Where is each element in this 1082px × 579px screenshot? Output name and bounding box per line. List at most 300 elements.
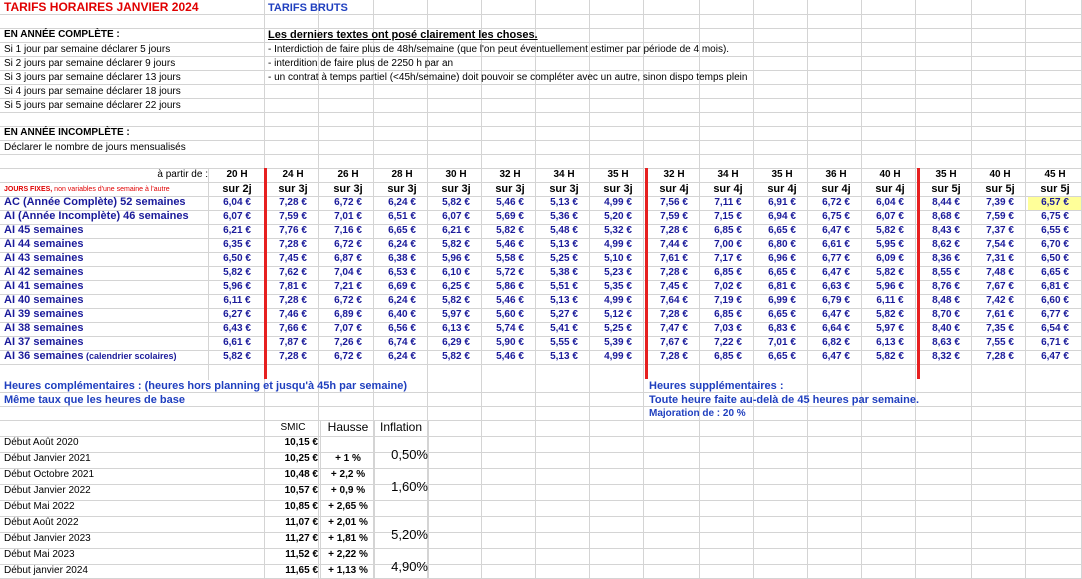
- table-cell: 6,60 €: [1041, 295, 1069, 306]
- table-cell: 6,13 €: [442, 323, 470, 334]
- row-label-text: AI 43 semaines: [4, 252, 84, 264]
- table-cell: 6,24 €: [388, 351, 416, 362]
- heures-supp-line3: Majoration de : 20 %: [649, 408, 746, 419]
- table-cell: 6,96 €: [768, 253, 796, 264]
- smic-hausse: + 2,65 %: [328, 501, 368, 512]
- table-cell: 7,87 €: [279, 337, 307, 348]
- table-cell: 5,82 €: [442, 239, 470, 250]
- table-cell: 7,76 €: [279, 225, 307, 236]
- table-cell: 8,70 €: [932, 309, 960, 320]
- table-cell: 7,62 €: [279, 267, 307, 278]
- table-cell: 6,72 €: [334, 239, 362, 250]
- table-cell: 7,28 €: [986, 351, 1014, 362]
- table-cell: 7,56 €: [660, 197, 688, 208]
- textes-line: - un contrat à temps partiel (<45h/semaine) doit pouvoir se compléter avec un autre, sinon dispo temps plein: [268, 72, 748, 83]
- table-cell: 4,99 €: [604, 295, 632, 306]
- table-cell: 7,16 €: [334, 225, 362, 236]
- table-cell: 7,19 €: [714, 295, 742, 306]
- annee-complete-line: Si 1 jour par semaine déclarer 5 jours: [4, 44, 171, 55]
- textes-line: - interdition de faire plus de 2250 h par an: [268, 58, 454, 69]
- table-cell: 6,61 €: [822, 239, 850, 250]
- col-header-hours: 45 H: [1044, 169, 1066, 180]
- col-header-hours: 40 H: [879, 169, 901, 180]
- table-cell: 6,53 €: [388, 267, 416, 278]
- table-cell: 5,55 €: [550, 337, 578, 348]
- table-cell: 5,60 €: [496, 309, 524, 320]
- table-cell: 5,46 €: [496, 295, 524, 306]
- table-row-label: [4, 280, 84, 292]
- smic-inflation: 1,60%: [391, 479, 428, 494]
- table-cell: 6,65 €: [768, 309, 796, 320]
- table-cell: 5,20 €: [604, 211, 632, 222]
- table-cell: 5,51 €: [550, 281, 578, 292]
- table-row-label: [4, 210, 189, 222]
- hausse-header: Hausse: [327, 420, 369, 434]
- table-cell: 7,11 €: [714, 197, 742, 208]
- col-header-days: sur 3j: [333, 183, 363, 195]
- smic-hausse: + 1,81 %: [328, 533, 368, 544]
- table-cell: 6,11 €: [876, 295, 904, 306]
- col-header-hours: 36 H: [825, 169, 847, 180]
- table-cell: 6,85 €: [714, 267, 742, 278]
- table-cell: 5,36 €: [550, 211, 578, 222]
- table-cell: 6,81 €: [1041, 281, 1069, 292]
- table-cell: 6,65 €: [1041, 267, 1069, 278]
- table-cell: 5,82 €: [442, 351, 470, 362]
- table-row-label: [4, 252, 84, 264]
- smic-date: Début Janvier 2023: [4, 533, 91, 544]
- table-cell: 6,47 €: [822, 351, 850, 362]
- table-cell: 7,54 €: [986, 239, 1014, 250]
- table-cell: 6,65 €: [768, 351, 796, 362]
- table-cell: 7,59 €: [279, 211, 307, 222]
- table-cell: 5,12 €: [604, 309, 632, 320]
- row-label-text: AI 45 semaines: [4, 224, 84, 236]
- table-cell: 7,28 €: [660, 351, 688, 362]
- jours-fixes-rest: non variables d'une semaine à l'autre: [52, 186, 170, 193]
- table-cell: 7,28 €: [279, 295, 307, 306]
- table-cell: 5,90 €: [496, 337, 524, 348]
- table-cell: 5,10 €: [604, 253, 632, 264]
- table-cell: 7,48 €: [986, 267, 1014, 278]
- table-cell: 6,13 €: [876, 337, 904, 348]
- smic-date: Début Août 2022: [4, 517, 79, 528]
- smic-date: Début Mai 2023: [4, 549, 75, 560]
- separator-bar-4-5j: [917, 168, 920, 379]
- col-header-hours: 32 H: [663, 169, 685, 180]
- row-label-text: AI 37 semaines: [4, 336, 84, 348]
- page-subtitle: TARIFS BRUTS: [268, 2, 348, 14]
- smic-date: Début Janvier 2022: [4, 485, 91, 496]
- table-cell: 7,07 €: [334, 323, 362, 334]
- smic-hausse: + 0,9 %: [330, 485, 366, 496]
- inflation-header: Inflation: [379, 420, 423, 434]
- table-cell: 6,24 €: [388, 197, 416, 208]
- table-cell: 7,44 €: [660, 239, 688, 250]
- row-label-text: AI (Année Incomplète) 46 semaines: [4, 210, 189, 222]
- table-cell: 4,99 €: [604, 351, 632, 362]
- table-cell: 7,02 €: [714, 281, 742, 292]
- table-cell: 6,04 €: [223, 197, 251, 208]
- table-cell: 5,82 €: [876, 225, 904, 236]
- table-cell: 5,41 €: [550, 323, 578, 334]
- table-cell: 7,28 €: [279, 351, 307, 362]
- table-cell: 7,01 €: [768, 337, 796, 348]
- row-label-text: AI 39 semaines: [4, 308, 84, 320]
- col-header-hours: 34 H: [717, 169, 739, 180]
- smic-value: 10,85 €: [284, 501, 318, 512]
- table-cell: 5,38 €: [550, 267, 578, 278]
- table-cell: 6,91 €: [768, 197, 796, 208]
- table-cell: 6,63 €: [822, 281, 850, 292]
- table-cell: 7,35 €: [986, 323, 1014, 334]
- heures-comp-line1: Heures complémentaires : (heures hors planning et jusqu'à 45h par semaine): [4, 380, 408, 392]
- table-cell: 7,39 €: [986, 197, 1014, 208]
- table-cell: 7,21 €: [334, 281, 362, 292]
- annee-complete-line: Si 2 jours par semaine déclarer 9 jours: [4, 58, 176, 69]
- table-cell: 6,07 €: [876, 211, 904, 222]
- table-cell: 7,45 €: [279, 253, 307, 264]
- table-row-label: [4, 336, 84, 348]
- col-header-days: sur 3j: [495, 183, 525, 195]
- smic-hausse: + 1 %: [335, 453, 361, 464]
- table-cell: 4,99 €: [604, 239, 632, 250]
- table-cell: 5,82 €: [442, 295, 470, 306]
- page-title: TARIFS HORAIRES JANVIER 2024: [4, 0, 199, 14]
- annee-incomplete-line: Déclarer le nombre de jours mensualisés: [4, 142, 186, 153]
- smic-hausse: + 2,2 %: [330, 469, 366, 480]
- table-row-label: [4, 308, 84, 320]
- row-label-text: AI 40 semaines: [4, 294, 84, 306]
- smic-header: SMIC: [280, 422, 306, 433]
- table-cell: 6,47 €: [822, 309, 850, 320]
- table-cell: 5,32 €: [604, 225, 632, 236]
- annee-complete-heading: EN ANNÉE COMPLÈTE :: [4, 29, 120, 40]
- table-cell: 5,58 €: [496, 253, 524, 264]
- row-label-text: AI 41 semaines: [4, 280, 84, 292]
- table-cell: 7,45 €: [660, 281, 688, 292]
- table-cell: 6,25 €: [442, 281, 470, 292]
- table-cell: 6,54 €: [1041, 323, 1069, 334]
- table-cell: 6,50 €: [1041, 253, 1069, 264]
- row-label-text: AI 42 semaines: [4, 266, 84, 278]
- smic-value: 11,52 €: [285, 549, 318, 560]
- table-cell: 6,50 €: [223, 253, 251, 264]
- a-partir-de-label: à partir de :: [157, 169, 208, 180]
- jours-fixes-bold: JOURS FIXES,: [4, 186, 53, 193]
- table-cell: 7,26 €: [334, 337, 362, 348]
- table-cell: 7,55 €: [986, 337, 1014, 348]
- table-cell: 6,85 €: [714, 309, 742, 320]
- col-header-days: sur 5j: [985, 183, 1015, 195]
- table-cell: 6,27 €: [223, 309, 251, 320]
- col-header-days: sur 3j: [549, 183, 579, 195]
- table-cell: 5,74 €: [496, 323, 524, 334]
- table-cell: 6,72 €: [822, 197, 850, 208]
- annee-complete-line: Si 3 jours par semaine déclarer 13 jours: [4, 72, 181, 83]
- row-label-text: AI 44 semaines: [4, 238, 84, 250]
- table-cell: 5,82 €: [876, 267, 904, 278]
- annee-complete-line: Si 5 jours par semaine déclarer 22 jours: [4, 100, 181, 111]
- col-header-hours: 35 H: [935, 169, 957, 180]
- table-cell: 7,59 €: [660, 211, 688, 222]
- table-cell: 7,61 €: [986, 309, 1014, 320]
- table-cell: 6,65 €: [768, 225, 796, 236]
- table-cell: 6,47 €: [822, 225, 850, 236]
- col-header-days: sur 3j: [441, 183, 471, 195]
- table-cell: 6,72 €: [334, 351, 362, 362]
- table-row-label: [4, 294, 84, 306]
- table-cell: 5,13 €: [550, 351, 578, 362]
- table-cell: 5,39 €: [604, 337, 632, 348]
- table-cell: 5,96 €: [876, 281, 904, 292]
- table-cell: 6,72 €: [334, 295, 362, 306]
- table-cell: 6,65 €: [388, 225, 416, 236]
- table-cell: 5,46 €: [496, 351, 524, 362]
- table-cell: 6,11 €: [223, 295, 251, 306]
- table-cell: 6,64 €: [822, 323, 850, 334]
- table-cell: 6,47 €: [822, 267, 850, 278]
- table-cell: 6,81 €: [768, 281, 796, 292]
- table-cell: 7,46 €: [279, 309, 307, 320]
- textes-line: - Interdiction de faire plus de 48h/semaine (que l'on peut éventuellement estimer par période de 4 mois).: [268, 44, 730, 55]
- table-cell: 7,17 €: [714, 253, 742, 264]
- table-cell: 5,23 €: [604, 267, 632, 278]
- table-cell: 5,82 €: [496, 225, 524, 236]
- table-cell: 5,82 €: [223, 267, 251, 278]
- table-cell: 7,81 €: [279, 281, 307, 292]
- table-cell: 6,82 €: [822, 337, 850, 348]
- row-label-text: AI 36 semaines: [4, 350, 84, 362]
- smic-hausse: + 2,22 %: [328, 549, 368, 560]
- smic-value: 11,07 €: [285, 517, 318, 528]
- table-cell: 6,72 €: [334, 197, 362, 208]
- table-cell: 8,32 €: [932, 351, 960, 362]
- table-cell: 6,71 €: [1041, 337, 1069, 348]
- table-cell: 6,56 €: [388, 323, 416, 334]
- table-cell: 6,65 €: [768, 267, 796, 278]
- table-cell: 7,28 €: [660, 267, 688, 278]
- table-cell: 5,25 €: [550, 253, 578, 264]
- table-cell: 5,25 €: [604, 323, 632, 334]
- table-cell: 8,62 €: [932, 239, 960, 250]
- table-cell: 6,69 €: [388, 281, 416, 292]
- table-cell: 6,55 €: [1041, 225, 1069, 236]
- table-cell: 7,28 €: [660, 225, 688, 236]
- table-cell: 7,01 €: [334, 211, 362, 222]
- col-header-days: sur 5j: [931, 183, 961, 195]
- col-header-days: sur 4j: [713, 183, 743, 195]
- col-header-days: sur 4j: [659, 183, 689, 195]
- table-cell: 8,36 €: [932, 253, 960, 264]
- table-cell: 5,97 €: [442, 309, 470, 320]
- table-cell: 6,87 €: [334, 253, 362, 264]
- smic-date: Début janvier 2024: [4, 565, 88, 576]
- table-row-label: [4, 224, 84, 236]
- table-cell: 8,68 €: [932, 211, 960, 222]
- table-row-label: [4, 266, 84, 278]
- table-cell: 5,96 €: [442, 253, 470, 264]
- col-header-hours: 28 H: [391, 169, 413, 180]
- heures-comp-line2: Même taux que les heures de base: [4, 394, 185, 406]
- smic-hausse: + 2,01 %: [328, 517, 368, 528]
- table-cell: 7,22 €: [714, 337, 742, 348]
- table-cell: 6,75 €: [1041, 211, 1069, 222]
- jours-fixes-note: [4, 186, 170, 193]
- table-cell: 7,66 €: [279, 323, 307, 334]
- table-cell: 7,42 €: [986, 295, 1014, 306]
- table-cell: 6,57 €: [1041, 197, 1069, 208]
- col-header-hours: 30 H: [445, 169, 467, 180]
- table-cell: 6,38 €: [388, 253, 416, 264]
- table-cell: 5,13 €: [550, 197, 578, 208]
- smic-hausse: + 1,13 %: [328, 565, 368, 576]
- table-cell: 6,24 €: [388, 239, 416, 250]
- table-cell: 8,40 €: [932, 323, 960, 334]
- table-cell: 8,55 €: [932, 267, 960, 278]
- table-cell: 6,85 €: [714, 351, 742, 362]
- table-cell: 6,43 €: [223, 323, 251, 334]
- heures-supp-line2: Toute heure faite au-delà de 45 heures par semaine.: [649, 394, 919, 406]
- table-cell: 5,13 €: [550, 295, 578, 306]
- table-cell: 5,46 €: [496, 197, 524, 208]
- col-header-hours: 35 H: [607, 169, 629, 180]
- table-cell: 5,69 €: [496, 211, 524, 222]
- table-cell: 7,64 €: [660, 295, 688, 306]
- heures-supp-line1: Heures supplémentaires :: [649, 380, 784, 392]
- table-cell: 8,48 €: [932, 295, 960, 306]
- table-cell: 6,09 €: [876, 253, 904, 264]
- table-cell: 6,83 €: [768, 323, 796, 334]
- table-cell: 4,99 €: [604, 197, 632, 208]
- table-cell: 5,82 €: [876, 309, 904, 320]
- annee-incomplete-heading: EN ANNÉE INCOMPLÈTE :: [4, 127, 130, 138]
- col-header-hours: 32 H: [499, 169, 521, 180]
- col-header-hours: 40 H: [989, 169, 1011, 180]
- table-cell: 6,24 €: [388, 295, 416, 306]
- table-cell: 7,37 €: [986, 225, 1014, 236]
- separator-bar-2-3j: [264, 168, 267, 379]
- annee-complete-line: Si 4 jours par semaine déclarer 18 jours: [4, 86, 181, 97]
- table-cell: 6,77 €: [1041, 309, 1069, 320]
- table-cell: 8,44 €: [932, 197, 960, 208]
- smic-value: 10,57 €: [284, 485, 318, 496]
- table-cell: 6,07 €: [223, 211, 251, 222]
- table-cell: 7,59 €: [986, 211, 1014, 222]
- row-label-text: AC (Année Complète) 52 semaines: [4, 196, 186, 208]
- table-cell: 6,80 €: [768, 239, 796, 250]
- col-header-days: sur 4j: [821, 183, 851, 195]
- table-cell: 6,47 €: [1041, 351, 1069, 362]
- table-cell: 6,74 €: [388, 337, 416, 348]
- table-cell: 5,46 €: [496, 239, 524, 250]
- table-cell: 6,85 €: [714, 225, 742, 236]
- table-cell: 6,79 €: [822, 295, 850, 306]
- table-cell: 6,70 €: [1041, 239, 1069, 250]
- smic-value: 11,65 €: [285, 565, 318, 576]
- smic-inflation: 5,20%: [391, 527, 428, 542]
- col-header-days: sur 3j: [278, 183, 308, 195]
- table-cell: 5,97 €: [876, 323, 904, 334]
- smic-value: 10,25 €: [284, 453, 318, 464]
- table-cell: 6,40 €: [388, 309, 416, 320]
- col-header-hours: 24 H: [282, 169, 304, 180]
- smic-date: Début Août 2020: [4, 437, 79, 448]
- table-cell: 6,61 €: [223, 337, 251, 348]
- table-cell: 8,63 €: [932, 337, 960, 348]
- col-header-days: sur 3j: [387, 183, 417, 195]
- table-cell: 6,75 €: [822, 211, 850, 222]
- table-cell: 7,28 €: [660, 309, 688, 320]
- table-cell: 7,67 €: [986, 281, 1014, 292]
- table-cell: 7,15 €: [714, 211, 742, 222]
- smic-inflation: 4,90%: [391, 559, 428, 574]
- table-cell: 5,48 €: [550, 225, 578, 236]
- separator-bar-3-4j: [645, 168, 648, 379]
- smic-inflation: 0,50%: [391, 447, 428, 462]
- table-cell: 6,21 €: [223, 225, 251, 236]
- table-cell: 5,96 €: [223, 281, 251, 292]
- smic-value: 11,27 €: [285, 533, 318, 544]
- table-cell: 7,67 €: [660, 337, 688, 348]
- col-header-days: sur 5j: [1040, 183, 1070, 195]
- table-cell: 6,99 €: [768, 295, 796, 306]
- table-cell: 5,35 €: [604, 281, 632, 292]
- smic-date: Début Janvier 2021: [4, 453, 91, 464]
- smic-date: Début Mai 2022: [4, 501, 75, 512]
- table-cell: 7,00 €: [714, 239, 742, 250]
- table-cell: 6,04 €: [876, 197, 904, 208]
- table-cell: 7,28 €: [279, 239, 307, 250]
- col-header-days: sur 4j: [875, 183, 905, 195]
- table-cell: 7,04 €: [334, 267, 362, 278]
- table-cell: 8,76 €: [932, 281, 960, 292]
- smic-date: Début Octobre 2021: [4, 469, 95, 480]
- table-cell: 7,31 €: [986, 253, 1014, 264]
- table-cell: 6,10 €: [442, 267, 470, 278]
- col-header-hours: 26 H: [337, 169, 359, 180]
- col-header-hours: 20 H: [226, 169, 248, 180]
- table-cell: 7,47 €: [660, 323, 688, 334]
- table-cell: 6,51 €: [388, 211, 416, 222]
- row-label-text: AI 38 semaines: [4, 322, 84, 334]
- table-cell: 5,95 €: [876, 239, 904, 250]
- smic-value: 10,15 €: [284, 437, 318, 448]
- table-cell: 6,77 €: [822, 253, 850, 264]
- table-cell: 6,07 €: [442, 211, 470, 222]
- row-label-note: (calendrier scolaires): [83, 351, 177, 361]
- table-row-label: [4, 238, 84, 250]
- table-cell: 5,82 €: [876, 351, 904, 362]
- table-cell: 6,94 €: [768, 211, 796, 222]
- table-cell: 6,29 €: [442, 337, 470, 348]
- table-cell: 7,28 €: [279, 197, 307, 208]
- table-cell: 7,03 €: [714, 323, 742, 334]
- table-cell: 5,13 €: [550, 239, 578, 250]
- table-cell: 6,35 €: [223, 239, 251, 250]
- table-row-label: [4, 322, 84, 334]
- table-cell: 6,89 €: [334, 309, 362, 320]
- col-header-days: sur 4j: [767, 183, 797, 195]
- table-cell: 5,82 €: [223, 351, 251, 362]
- textes-heading: Les derniers textes ont posé clairement les choses.: [268, 29, 538, 41]
- col-header-hours: 35 H: [771, 169, 793, 180]
- table-row-label: [4, 350, 177, 362]
- table-cell: 8,43 €: [932, 225, 960, 236]
- table-cell: 7,61 €: [660, 253, 688, 264]
- table-cell: 5,27 €: [550, 309, 578, 320]
- table-cell: 5,72 €: [496, 267, 524, 278]
